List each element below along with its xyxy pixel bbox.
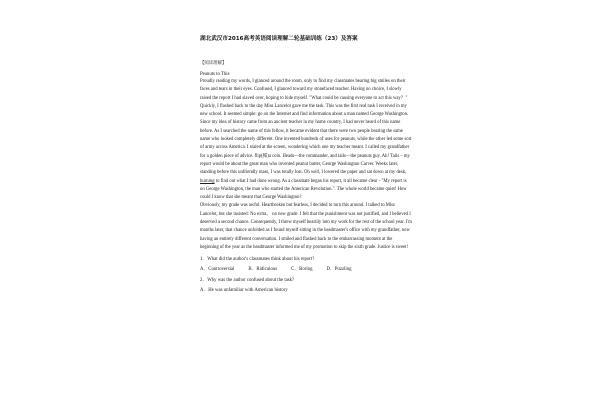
paragraph-2-part-2: to find out what I had done wrong. As a classmate began his report, it all became clear - "My report is on George Washington, the man who started the American Revolution.". The whole world became quiet! How could I know that she meant that George Washington? [200, 178, 407, 201]
question-1-options [200, 267, 412, 273]
question-2: 2．Why was the author confused about the task? [200, 277, 295, 283]
paragraph-2-part-1: Quickly, I flashed back to the day Miss Lancelot gave me the task. This was the first real task I received in my new school. It seemed simple: go on the Internet and find information about a man named George Washington. Since my idea of history came from an ancient teacher in my home country, I had never heard of this name before. As I searched the name of this fellow, it became evident that there were two people bearing the same name who looked completely different. One invented hundreds of uses for peanuts, while the other led some sort of army across America. I stared at the screen, wondering which one my teacher meant. I called my grandfather for a golden piece of advice. flip(掷)a coin. Heads—the commander, and tails—the peanuts guy. Ah! Tails – my report would be about the great man who invented peanut butter, George Washington Carver. Weeks later, standing before this unfriendly mass, I was totally lost. Oh well, I lowered the paper and sat down at my desk, [200, 103, 412, 176]
q1-option-c: C．Boring [291, 267, 313, 273]
q2-option-a: A．He was unfamiliar with American history [200, 288, 288, 294]
q1-option-a: A．Controversial [200, 267, 235, 273]
document-title: 湖北武汉市2016高考英语阅读理解二轮基础训练（23）及答案 [200, 36, 358, 42]
q1-option-d: D．Puzzling [326, 267, 352, 273]
paragraph-2 [200, 103, 412, 203]
question-1: 1．What did the author's classmates think about his report? [200, 256, 315, 262]
passage-title: Peanuts to This [200, 72, 230, 77]
paragraph-3: Obviously, my grade was awful. Heartbroken but fearless, I decided to turn this around. I talked to Miss Lancelot, but she insisted: No extra。 no new grade. I felt that the punishment was not justified, and I believed I deserved a second chance. Consequently, I threw myself heartily into my work for the rest of the school year. I'm months later, that chance unfolded as I found myself sitting in the headmaster's office with my grandfather, now having an entirely different conversation. I smiled and flashed back to the embarrassing moment at the beginning of the year as the headmaster informed me of my promotion to skip the sixth grade. Justice is sweet! [200, 203, 412, 250]
q1-option-b: B．Ridiculous [248, 267, 278, 273]
document-page [200, 36, 412, 294]
underlined-word: burning [200, 178, 215, 184]
paragraph-1: Proudly reading my words, I glanced around the room, only to find my classmates bearing big smiles on their faces and tears in their eyes. Confused, I glanced toward my stonefaced teacher. Having no choice, I slowly raised the report I had slaved over, hoping to hide myself. "What could be causing everyone to act this way？" [200, 79, 408, 101]
section-tag: 【阅读理解】 [200, 61, 227, 66]
